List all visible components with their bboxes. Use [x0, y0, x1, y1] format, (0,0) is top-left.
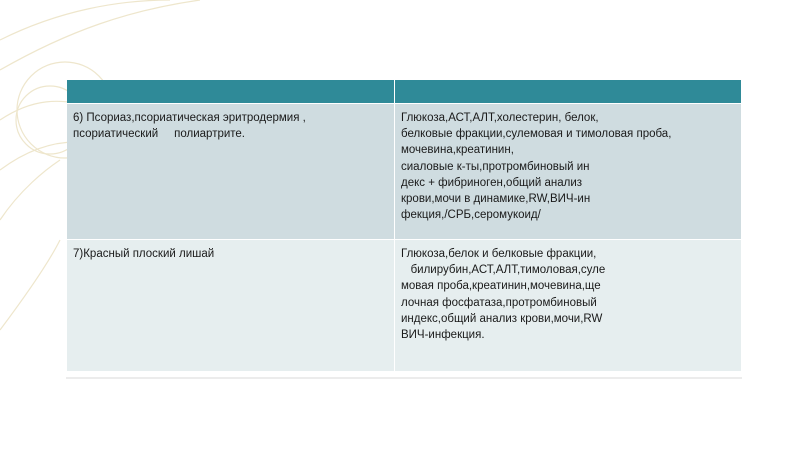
lab-tests-table: [67, 80, 741, 371]
table-header-row: [67, 80, 741, 104]
tests-text: Глюкоза,АСТ,АЛТ,холестерин, белок, белковые фракции,сулемовая и тимоловая проба, мочевина,креатинин, сиаловые к-ты,протромбиновый ин декс + фибриноген,общий анализ крови,мочи в динамике,RW,ВИЧ-ин фекция,/СРБ,серомукоид/: [401, 112, 672, 222]
diagnosis-cell: [67, 240, 395, 372]
tests-cell: [395, 240, 742, 372]
table-row: [67, 240, 741, 372]
table-row: [67, 104, 741, 240]
tests-cell: [395, 104, 742, 240]
diagnosis-cell: [67, 104, 395, 240]
diagnosis-text: 7)Красный плоский лишай: [73, 248, 215, 260]
header-cell-left: [67, 80, 395, 104]
diagnosis-text: 6) Псориаз,псориатическая эритродермия , псориатический полиартрите.: [73, 112, 306, 141]
tests-text: Глюкоза,белок и белковые фракции, билирубин,АСТ,АЛТ,тимоловая,суле мовая проба,креатинин,мочевина,ще лочная фосфатаза,протромбиновый индекс,общий анализ крови,мочи,RW ВИЧ-инфекция.: [401, 248, 606, 342]
header-cell-right: [395, 80, 742, 104]
